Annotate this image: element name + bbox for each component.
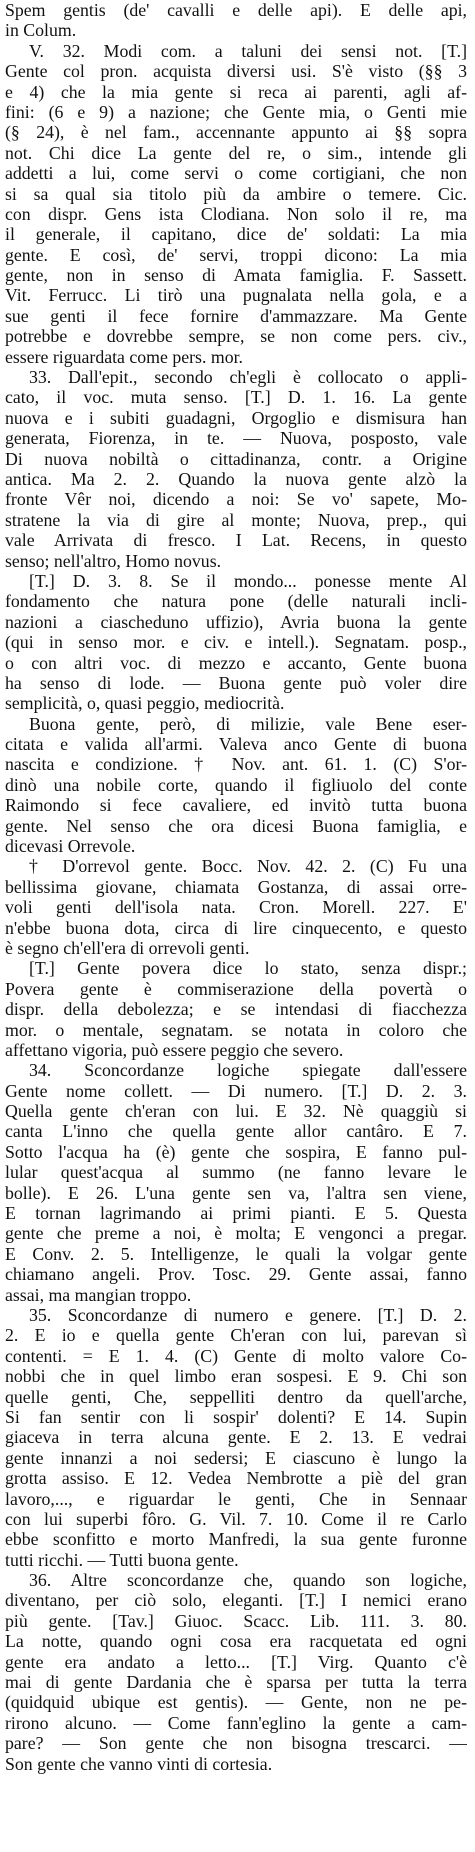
text-line: essere riguardata come pers. mor. xyxy=(5,346,243,367)
text-line: not. Chi dice La gente del re, o sim., intende gli xyxy=(5,142,467,163)
text-line: [T.] D. 3. 8. Se il mondo... ponesse mente Al xyxy=(29,570,467,591)
text-line: (§ 24), è nel fam., accennante appunto ai §§ sopra xyxy=(5,122,467,143)
text-line: affettano vigoria, può essere peggio che severo. xyxy=(5,1039,344,1060)
text-line: nazioni a ciascheduno uffizio), Avria buona la gente xyxy=(5,611,467,632)
text-line: o con altri voc. di mezzo e accanto, Gente buona xyxy=(5,652,467,673)
text-line: E tornan lagrimando ai primi pianti. E 5. Questa xyxy=(5,1203,467,1224)
text-line: (qui in senso mor. e civ. e intell.). Segnatam. posp., xyxy=(5,632,467,653)
text-line: tutti ricchi. — Tutti buona gente. xyxy=(5,1549,239,1570)
text-line: antica. Ma 2. 2. Quando la nuova gente alzò la xyxy=(5,468,467,489)
text-line: giaceva in terra alcuna gente. E 2. 13. E vedrai xyxy=(5,1427,467,1448)
text-line: generata, Fiorenza, in te. — Nuova, posposto, vale xyxy=(5,428,467,449)
text-line: rirono alcuno. — Come fann'eglino la gente a cam- xyxy=(5,1712,467,1733)
text-line: fronte Vêr noi, dicendo a noi: Se vo' sapete, Mo- xyxy=(5,489,467,510)
text-line: fini: (6 e 9) a nazione; che Gente mia, o Genti mie xyxy=(5,101,467,122)
text-line: Di nuova nobiltà o cittadinanza, contr. a Origine xyxy=(5,448,467,469)
text-line: sue genti il fece fornire d'ammazzare. Ma Gente xyxy=(5,305,467,326)
text-line: si sa qual sia titolo più da ambire o temere. Cic. xyxy=(5,183,467,204)
text-line: Son gente che vanno vinti di cortesia. xyxy=(5,1753,273,1774)
text-line: La notte, quando ogni cosa era racquetata ed ogni xyxy=(5,1631,467,1652)
text-line: V. 32. Modi com. a taluni dei sensi not. [T.] xyxy=(29,40,467,61)
text-line: vale Arrivata di fresco. I Lat. Recens, in questo xyxy=(5,530,467,551)
text-line: Buona gente, però, di milizie, vale Bene eser- xyxy=(29,713,467,734)
text-line: gente. Nel senso che ora dicesi Buona famiglia, e xyxy=(5,815,467,836)
text-line: lavoro,..., e riguardar le genti, Che in Sennaar xyxy=(5,1488,467,1509)
text-line: nuova e i subiti guadagni, Orgoglio e dismisura han xyxy=(5,407,467,428)
text-line: addetti a lui, come servi o come cortigiani, che non xyxy=(5,163,467,184)
text-line: diventano, per ciò solo, eleganti. [T.] I nemici erano xyxy=(5,1590,467,1611)
text-line: nascita e condizione. † Nov. ant. 61. 1. (C) S'or- xyxy=(5,754,467,775)
text-line: Povera gente è commiserazione della povertà o xyxy=(5,978,467,999)
text-line: 33. Dall'epit., secondo ch'egli è collocato o appli- xyxy=(29,367,467,388)
text-line: il generale, il capitano, dice de' soldati: La mia xyxy=(5,224,467,245)
text-line: Gente nome collett. — Di numero. [T.] D. 2. 3. xyxy=(5,1080,467,1101)
text-line: con lui superbi fôro. G. Vil. 7. 10. Come il re Carlo xyxy=(5,1508,467,1529)
text-line: (quidquid ubique est gentis). — Gente, non ne pe- xyxy=(5,1692,467,1713)
text-line: e 4) che la mia gente si reca ai parenti, agli af- xyxy=(5,81,467,102)
text-line: bolle). E 26. L'una gente sen va, l'altra sen viene, xyxy=(5,1182,467,1203)
text-line: dinò una nobile corte, quando il figliuolo del conte xyxy=(5,774,467,795)
text-line: mor. o mentale, segnatam. se notata in coloro che xyxy=(5,1019,467,1040)
text-line: con dispr. Gens ista Clodiana. Non solo il re, ma xyxy=(5,203,467,224)
text-line: gente. E così, de' servi, troppi dicono: La mia xyxy=(5,244,467,265)
text-line: ebbe sconfitto e morto Manfredi, la sua gente furonne xyxy=(5,1529,467,1550)
text-line: gente era andato a letto... [T.] Virg. Quanto c'è xyxy=(5,1651,467,1672)
text-line: Raimondo si fece cavaliere, ed invitò tutta buona xyxy=(5,795,467,816)
text-line: voli genti dell'isola nata. Cron. Morell. 227. E' xyxy=(5,897,467,918)
text-line: in Colum. xyxy=(5,20,77,41)
text-line: nobbi che in quel limbo eran sospesi. E 9. Chi son xyxy=(5,1366,467,1387)
text-line: 34. Sconcordanze logiche spiegate dall'essere xyxy=(29,1060,467,1081)
text-line: 36. Altre sconcordanze che, quando son logiche, xyxy=(29,1570,467,1591)
text-line: chiamano angeli. Prov. Tosc. 29. Gente assai, fanno xyxy=(5,1264,467,1285)
text-line: grotta assiso. E 12. Vedea Nembrotte a piè del gran xyxy=(5,1468,467,1489)
text-line: fondamento che natura pone (delle naturali incli- xyxy=(5,591,467,612)
text-line: canta L'inno che quella gente allor cantâro. E 7. xyxy=(5,1121,467,1142)
text-line: † D'orrevol gente. Bocc. Nov. 42. 2. (C) Fu una xyxy=(29,856,467,877)
text-line: gente che preme a noi, è molta; E vengonci a pregar. xyxy=(5,1223,467,1244)
text-line: gente innanzi a noi sedersi; E ciascuno è lungo la xyxy=(5,1447,467,1468)
text-line: cato, il voc. muta senso. [T.] D. 1. 16. La gente xyxy=(5,387,467,408)
text-line: quelle genti, Che, seppelliti dentro da quell'arche, xyxy=(5,1386,467,1407)
text-line: è segno ch'ell'era di orrevoli genti. xyxy=(5,937,250,958)
text-line: stratene la via di gire al monte; Nuova, prep., qui xyxy=(5,509,467,530)
text-line: bellissima giovane, chiamata Gostanza, di assai orre- xyxy=(5,876,467,897)
text-line: più gente. [Tav.] Giuoc. Scacc. Lib. 111. 3. 80. xyxy=(5,1610,467,1631)
text-line: Vit. Ferrucc. Li tirò una pugnalata nella gola, e a xyxy=(5,285,467,306)
text-line: potrebbe e dovrebbe sempre, se non come pers. civ., xyxy=(5,326,467,347)
text-line: senso; nell'altro, Homo novus. xyxy=(5,550,222,571)
text-line: n'ebbe buona dota, circa di lire cinquecento, e questo xyxy=(5,917,467,938)
text-line: dicevasi Orrevole. xyxy=(5,836,136,857)
text-line: Spem gentis (de' cavalli e delle api). E delle api, xyxy=(5,0,467,20)
text-line: pare? — Son gente che non bisogna trescarci. — xyxy=(5,1733,467,1754)
text-line: 2. E io e quella gente Ch'eran con lui, parevan sì xyxy=(5,1325,467,1346)
text-line: gente, non in senso di Amata famiglia. F. Sassett. xyxy=(5,265,467,286)
text-line: ha senso di lode. — Buona gente può voler dire xyxy=(5,672,467,693)
text-line: Quella gente ch'eran con lui. E 32. Nè quaggiù si xyxy=(5,1101,467,1122)
text-line: contenti. = E 1. 4. (C) Gente di molto valore Co- xyxy=(5,1345,467,1366)
text-line: semplicità, o, quasi peggio, mediocrità. xyxy=(5,693,285,714)
text-line: assai, ma mangian troppo. xyxy=(5,1284,192,1305)
text-line: Si fan sentir con li sospir' dolenti? E 14. Supin xyxy=(5,1406,467,1427)
text-line: Sotto l'acqua ha (è) gente che sospira, E fanno pul- xyxy=(5,1141,467,1162)
text-line: Gente col pron. acquista diversi usi. S'è visto (§§ 3 xyxy=(5,61,467,82)
text-line: E Conv. 2. 5. Intelligenze, le quali la volgar gente xyxy=(5,1243,467,1264)
text-line: 35. Sconcordanze di numero e genere. [T.] D. 2. xyxy=(29,1305,467,1325)
text-line: dispr. della debolezza; e se intendasi di fiacchezza xyxy=(5,999,467,1020)
text-line: lular quest'acqua al summo (ne fanno levare le xyxy=(5,1162,467,1183)
text-line: [T.] Gente povera dice lo stato, senza dispr.; xyxy=(29,958,467,979)
text-line: citata e valida all'armi. Valeva anco Gente di buona xyxy=(5,734,467,755)
text-line: mai di gente Dardania che è sparsa per tutta la terra xyxy=(5,1672,467,1693)
